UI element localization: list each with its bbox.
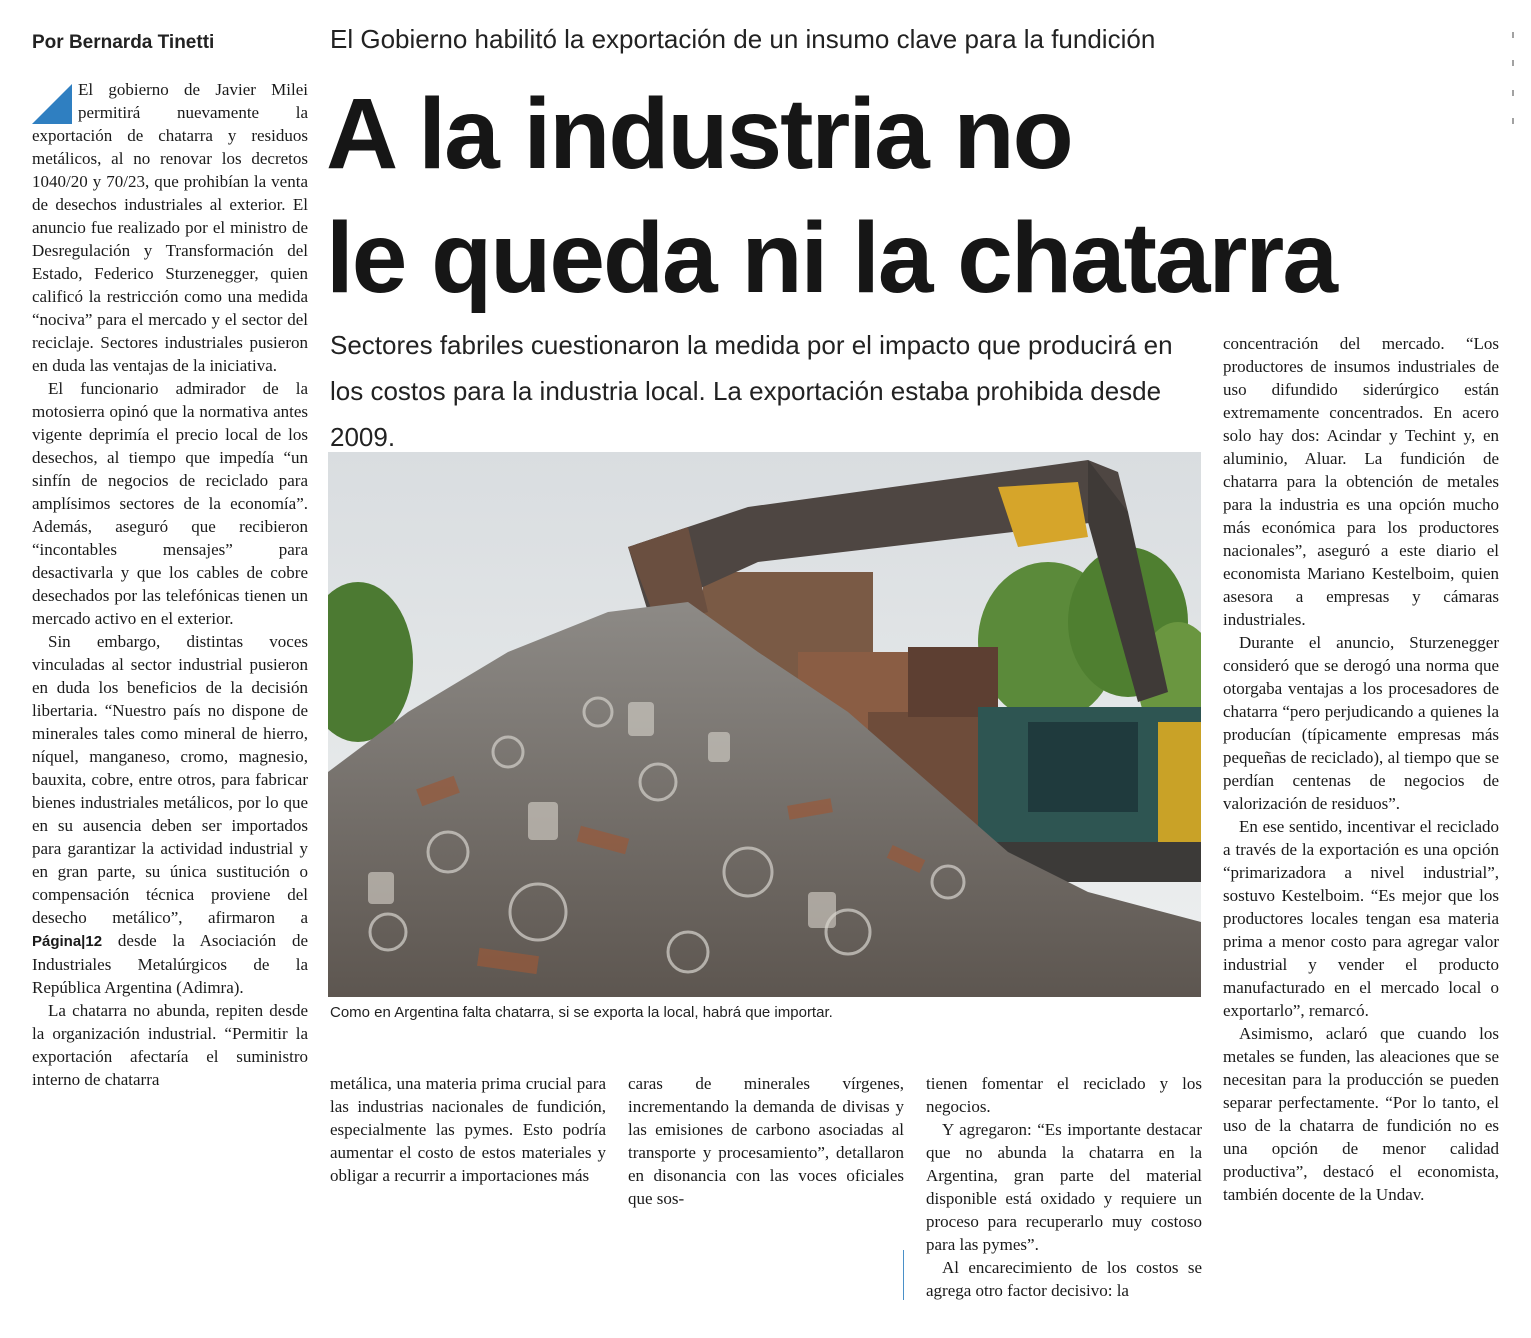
- newspaper-brand: Página|12: [32, 933, 103, 950]
- article-column-5: [1223, 332, 1499, 1317]
- article-column-3: [628, 1072, 904, 1212]
- paragraph: Y agregaron: “Es importante destacar que no abunda la chatarra en la Argentina, gran parte del material disponible está oxidado y requiere un proceso para recuperarlo muy costoso para las pymes”.: [926, 1120, 1202, 1254]
- paragraph-text: Sin embargo, distintas voces vinculadas al sector industrial pusieron en duda los beneficios de la decisión libertaria. “Nuestro país no dispone de minerales tales como mineral de hierro, níquel, manganeso, cromo, magnesio, bauxita, cobre, entre otros, para fabricar bienes industriales metálicos, por lo que en su ausencia deben ser importados para garantizar la actividad industrial y en gran parte, su única sustitución o compensación técnica proviene del desecho metálico”, afirmaron a: [32, 632, 308, 927]
- article-column-1: [32, 78, 308, 1212]
- paragraph: El funcionario admirador de la motosierra opinó que la normativa antes vigente deprimía el precio local de los desechos, al tiempo que impedía “un sinfín de negocios de reciclado para amplísimos sectores de la economía”. Además, aseguró que recibieron “incontables mensajes” para desactivarla y que los cables de cobre desechados por las telefónicas tienen un mercado activo en el exterior.: [32, 379, 308, 628]
- article-column-2: [330, 1072, 606, 1212]
- headline-line-1: A la industria no: [326, 78, 1072, 190]
- headline: [326, 72, 1406, 320]
- paragraph: Asimismo, aclaró que cuando los metales se funden, las aleaciones que se necesitan para la producción se pueden separar perfectamente. “Por lo tanto, el uso de la chatarra de fundición no es una opción de menor calidad productiva”, destacó el economista, también docente de la Undav.: [1223, 1024, 1499, 1204]
- paragraph: Al encarecimiento de los costos se agrega otro factor decisivo: la: [926, 1258, 1202, 1300]
- deck: Sectores fabriles cuestionaron la medida por el impacto que producirá en los costos para la industria local. La exportación estaba prohibida desde 2009.: [330, 330, 1173, 452]
- paragraph: [32, 630, 308, 999]
- headline-line-2: le queda ni la chatarra: [326, 202, 1336, 314]
- page-edge-marks: [1508, 30, 1518, 130]
- paragraph: [32, 78, 308, 377]
- column-rule: [903, 1250, 904, 1300]
- scrap-yard-illustration: [328, 452, 1201, 997]
- byline: Por Bernarda Tinetti: [32, 32, 215, 53]
- paragraph: concentración del mercado. “Los productores de insumos industriales de uso difundido siderúrgico están extremamente concentrados. En acero solo hay dos: Acindar y Techint y, en aluminio, Aluar. La fundición de chatarra para la obtención de metales para la industria es una opción mucho más económica para los productores nacionales”, aseguró a este diario el economista Mariano Kestelboim, quien asesora a empresas y cámaras industriales.: [1223, 334, 1499, 629]
- photo-caption: Como en Argentina falta chatarra, si se exporta la local, habrá que importar.: [330, 1004, 833, 1021]
- paragraph: En ese sentido, incentivar el reciclado a través de la exportación es una opción “primarizadora a nivel industrial”, sostuvo Kestelboim. “Es mejor que los productores locales tengan esa materia prima a menor costo para agregar valor industrial y vender el producto manufacturado en el mercado local o exportarlo”, remarcó.: [1223, 817, 1499, 1020]
- paragraph: caras de minerales vírgenes, incrementando la demanda de divisas y las emisiones de carbono asociadas al transporte y procesamiento”, detallaron en disonancia con las voces oficiales que sos-: [628, 1074, 904, 1208]
- paragraph: Durante el anuncio, Sturzenegger consideró que se derogó una norma que otorgaba ventajas a los procesadores de chatarra “pero perjudicando a quienes la producían (típicamente empresas más pequeñas de reciclado), al tiempo que se perdían centenas de negocios de valorización de residuos”.: [1223, 633, 1499, 813]
- paragraph: metálica, una materia prima crucial para las industrias nacionales de fundición, especialmente las pymes. Esto podría aumentar el costo de estos materiales y obligar a recurrir a importaciones más: [330, 1074, 606, 1185]
- paragraph-text: desde la Asociación de Industriales Metalúrgicos de la República Argentina (Adimra).: [32, 931, 308, 997]
- article-column-4: [926, 1072, 1202, 1312]
- paragraph: tienen fomentar el reciclado y los negocios.: [926, 1074, 1202, 1116]
- triangle-icon: [32, 84, 72, 124]
- scrap-metal-photo: [328, 452, 1201, 997]
- paragraph: La chatarra no abunda, repiten desde la organización industrial. “Permitir la exportación afectaría el suministro interno de chatarra: [32, 1001, 308, 1089]
- kicker: El Gobierno habilitó la exportación de un insumo clave para la fundición: [330, 24, 1156, 54]
- paragraph-text: El gobierno de Javier Milei permitirá nuevamente la exportación de chatarra y residuos metálicos, al no renovar los decretos 1040/20 y 70/23, que prohibían la venta de desechos industriales al exterior. El anuncio fue realizado por el ministro de Desregulación y Transformación del Estado, Federico Sturzenegger, quien calificó la restricción como una medida “nociva” para el mercado y el sector del reciclaje. Sectores industriales pusieron en duda las ventajas de la iniciativa.: [32, 80, 308, 375]
